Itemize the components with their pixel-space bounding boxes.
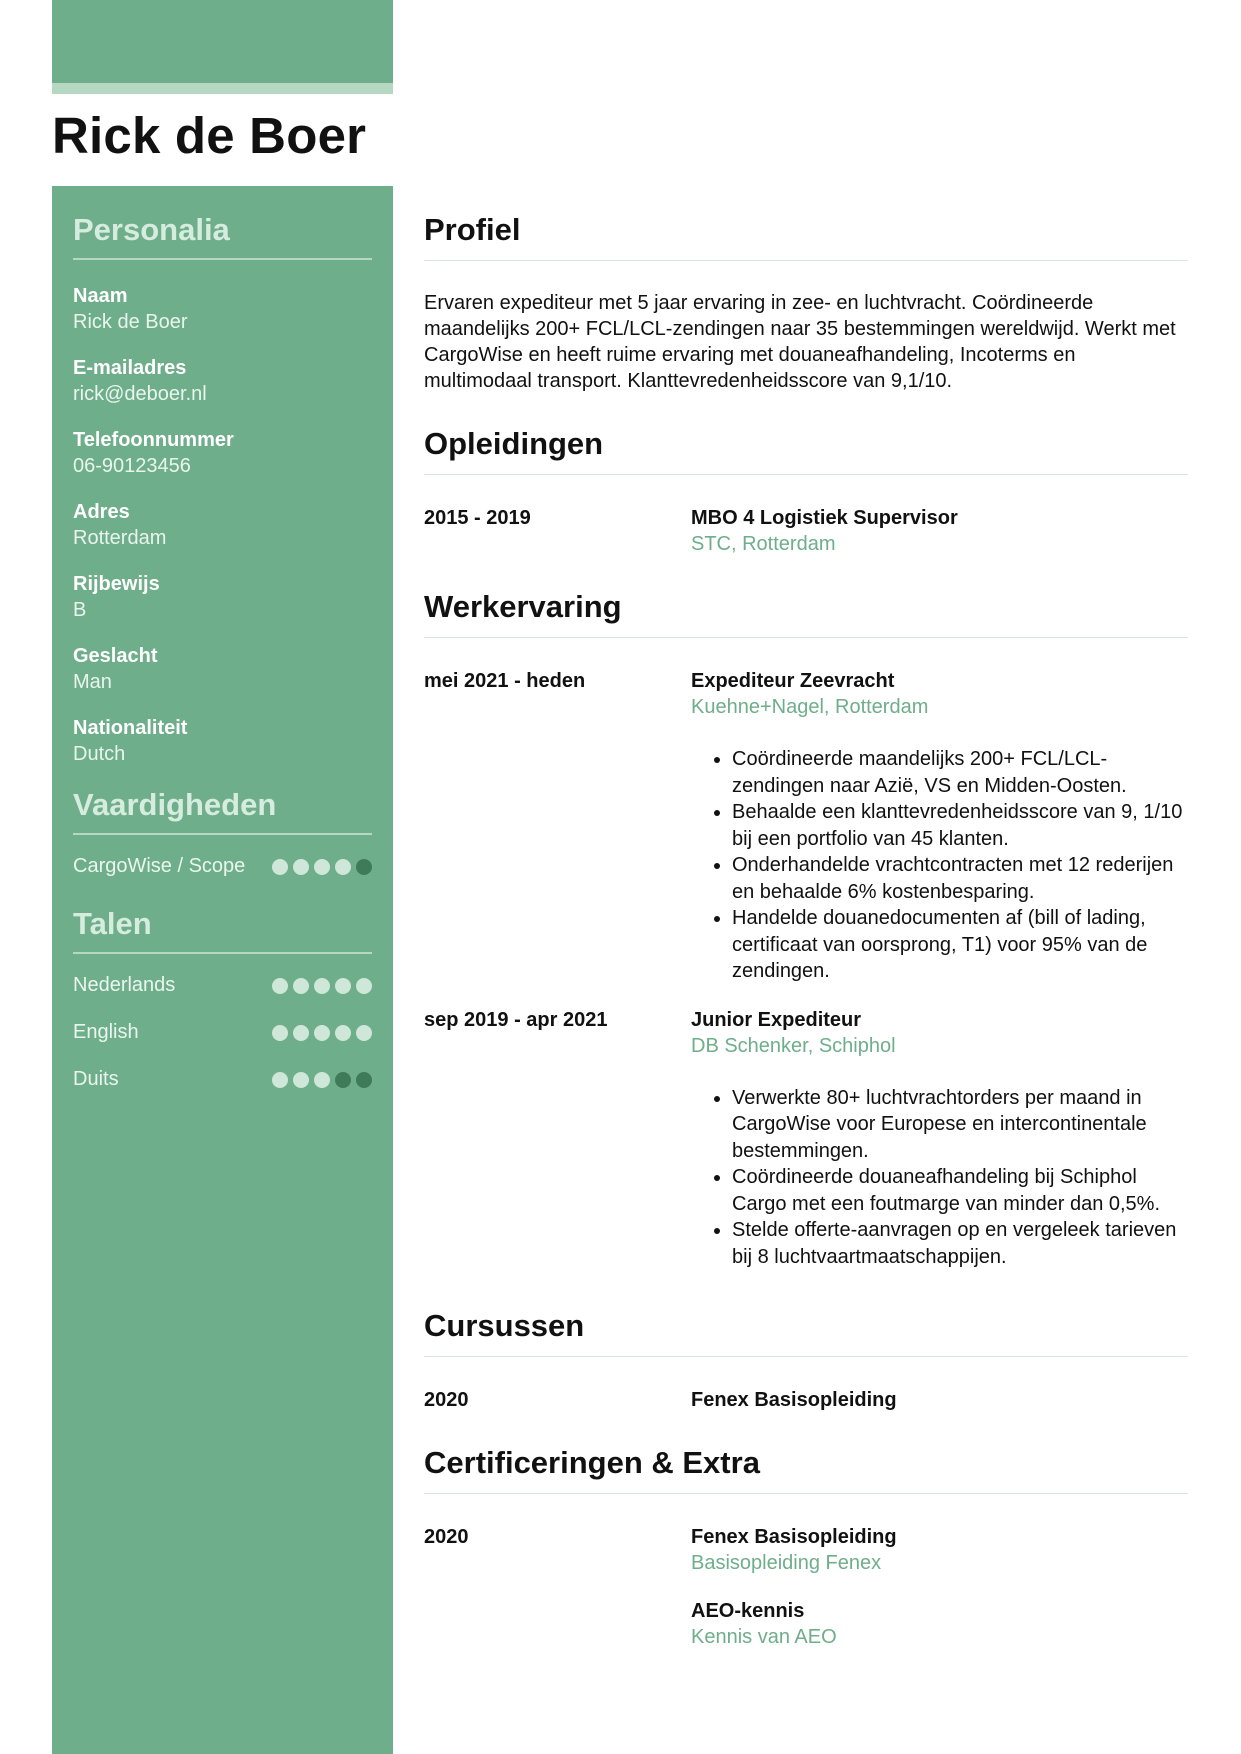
entry-title: Junior Expediteur bbox=[691, 1008, 862, 1031]
field-label: Naam bbox=[73, 285, 128, 307]
entry-title: Fenex Basisopleiding bbox=[691, 1389, 897, 1411]
language-name: Duits bbox=[73, 1068, 119, 1090]
language-row bbox=[73, 1009, 372, 1056]
work-entry bbox=[424, 1007, 1188, 1271]
field-value: Rick de Boer bbox=[73, 311, 188, 333]
work-section bbox=[424, 589, 1188, 1270]
bullet-item: • Behaalde een klanttevredenheidsscore van 9, 1/10 bij een portfolio van 45 klanten. bbox=[732, 799, 1188, 852]
entry-title: AEO-kennis bbox=[691, 1600, 805, 1622]
rating-dot-empty bbox=[356, 1072, 372, 1088]
field-value: rick@deboer.nl bbox=[73, 383, 207, 405]
skill-name: CargoWise / Scope bbox=[73, 855, 246, 877]
main-content bbox=[424, 212, 1188, 1650]
entry-subtitle: Kuehne+Nagel, Rotterdam bbox=[691, 696, 929, 718]
field-label: Adres bbox=[73, 501, 130, 523]
field-nationality bbox=[73, 715, 372, 767]
bullet-item: • Coördineerde maandelijks 200+ FCL/LCL-zendingen naar Azië, VS en Midden-Oosten. bbox=[732, 746, 1188, 799]
sidebar bbox=[73, 212, 372, 1103]
field-value: Man bbox=[73, 671, 112, 693]
rating-dot-filled bbox=[293, 859, 309, 875]
field-gender bbox=[73, 643, 372, 695]
work-heading: Werkervaring bbox=[424, 589, 1188, 638]
work-entry bbox=[424, 668, 1188, 985]
entry-bullets bbox=[691, 746, 1188, 985]
profile-heading: Profiel bbox=[424, 212, 1188, 261]
field-value: 06-90123456 bbox=[73, 455, 191, 477]
language-rating bbox=[272, 1025, 372, 1041]
rating-dot-filled bbox=[356, 1025, 372, 1041]
rating-dot-filled bbox=[356, 978, 372, 994]
entry-date: sep 2019 - apr 2021 bbox=[424, 1008, 608, 1031]
rating-dot-empty bbox=[356, 859, 372, 875]
education-heading: Opleidingen bbox=[424, 426, 1188, 475]
field-label: Telefoonnummer bbox=[73, 429, 234, 451]
rating-dot-filled bbox=[314, 1025, 330, 1041]
entry-subtitle: DB Schenker, Schiphol bbox=[691, 1034, 896, 1057]
language-name: English bbox=[73, 1021, 139, 1043]
education-entry bbox=[424, 505, 1188, 557]
skill-row bbox=[73, 843, 372, 890]
field-email bbox=[73, 355, 372, 407]
skills-heading: Vaardigheden bbox=[73, 787, 372, 835]
entry-title: Fenex Basisopleiding bbox=[691, 1526, 897, 1548]
entry-body bbox=[691, 668, 1188, 985]
field-label: E-mailadres bbox=[73, 357, 187, 379]
field-value: Dutch bbox=[73, 743, 126, 765]
entry-title: MBO 4 Logistiek Supervisor bbox=[691, 507, 958, 529]
rating-dot-filled bbox=[314, 859, 330, 875]
entry-date: 2020 bbox=[424, 1526, 469, 1548]
language-row bbox=[73, 1056, 372, 1103]
entry-date: 2020 bbox=[424, 1389, 469, 1411]
rating-dot-filled bbox=[335, 859, 351, 875]
bullet-item: • Stelde offerte-aanvragen op en vergeleek tarieven bij 8 luchtvaartmaatschappijen. bbox=[732, 1217, 1188, 1270]
bullet-item: • Onderhandelde vrachtcontracten met 12 rederijen en behaalde 6% kostenbesparing. bbox=[732, 852, 1188, 905]
rating-dot-filled bbox=[293, 1025, 309, 1041]
entry-body bbox=[691, 505, 1188, 557]
language-rating bbox=[272, 978, 372, 994]
sidebar-accent-stripe bbox=[52, 83, 393, 94]
rating-dot-filled bbox=[314, 1072, 330, 1088]
rating-dot-filled bbox=[272, 1025, 288, 1041]
field-label: Nationaliteit bbox=[73, 717, 188, 739]
rating-dot-empty bbox=[335, 1072, 351, 1088]
language-row bbox=[73, 962, 372, 1009]
entry-date bbox=[424, 1598, 691, 1650]
field-value: Rotterdam bbox=[73, 527, 167, 549]
candidate-name: Rick de Boer bbox=[52, 107, 367, 164]
field-phone bbox=[73, 427, 372, 479]
courses-heading: Cursussen bbox=[424, 1308, 1188, 1357]
entry-date: 2015 - 2019 bbox=[424, 507, 531, 529]
field-license bbox=[73, 571, 372, 623]
language-rating bbox=[272, 1072, 372, 1088]
entry-title: Expediteur Zeevracht bbox=[691, 670, 895, 692]
personal-heading: Personalia bbox=[73, 212, 372, 260]
education-section bbox=[424, 426, 1188, 557]
cert-entry bbox=[424, 1524, 1188, 1576]
field-address bbox=[73, 499, 372, 551]
field-value: B bbox=[73, 599, 87, 621]
bullet-item: • Handelde douanedocumenten af (bill of lading, certificaat van oorsprong, T1) voor 95% van de zendingen. bbox=[732, 905, 1188, 985]
profile-text: Ervaren expediteur met 5 jaar ervaring in zee- en luchtvracht. Coördineerde maandelijks 200+ FCL/LCL-zendingen naar 35 bestemmingen wereldwijd. Werkt met CargoWise en heeft ruime ervaring met douaneafhandeling, Incoterms en multimodaal transport. Klanttevredenheidsscore van 9,1/10. bbox=[424, 292, 1176, 392]
course-entry bbox=[424, 1387, 1188, 1413]
language-name: Nederlands bbox=[73, 974, 176, 996]
courses-section bbox=[424, 1308, 1188, 1413]
rating-dot-filled bbox=[272, 978, 288, 994]
rating-dot-filled bbox=[335, 1025, 351, 1041]
entry-body bbox=[691, 1387, 1188, 1413]
personal-fields bbox=[73, 283, 372, 767]
field-label: Geslacht bbox=[73, 645, 158, 667]
skill-rating bbox=[272, 859, 372, 875]
bullet-item: • Verwerkte 80+ luchtvrachtorders per maand in CargoWise voor Europese en intercontinentale bestemmingen. bbox=[732, 1085, 1188, 1165]
certs-heading: Certificeringen & Extra bbox=[424, 1445, 1188, 1494]
entry-body bbox=[691, 1598, 1188, 1650]
entry-body bbox=[691, 1007, 1188, 1271]
certs-section bbox=[424, 1445, 1188, 1650]
entry-subtitle: STC, Rotterdam bbox=[691, 533, 836, 555]
rating-dot-filled bbox=[293, 978, 309, 994]
rating-dot-filled bbox=[293, 1072, 309, 1088]
rating-dot-filled bbox=[314, 978, 330, 994]
field-label: Rijbewijs bbox=[73, 573, 160, 595]
rating-dot-filled bbox=[272, 859, 288, 875]
entry-subtitle: Kennis van AEO bbox=[691, 1626, 837, 1648]
languages-heading: Talen bbox=[73, 906, 372, 954]
rating-dot-filled bbox=[272, 1072, 288, 1088]
entry-body bbox=[691, 1524, 1188, 1576]
entry-date: mei 2021 - heden bbox=[424, 670, 586, 692]
bullet-item: • Coördineerde douaneafhandeling bij Schiphol Cargo met een foutmarge van minder dan 0,5%. bbox=[732, 1164, 1188, 1217]
entry-bullets bbox=[691, 1085, 1188, 1271]
cert-entry bbox=[424, 1598, 1188, 1650]
field-naam bbox=[73, 283, 372, 335]
rating-dot-filled bbox=[335, 978, 351, 994]
entry-subtitle: Basisopleiding Fenex bbox=[691, 1552, 882, 1574]
